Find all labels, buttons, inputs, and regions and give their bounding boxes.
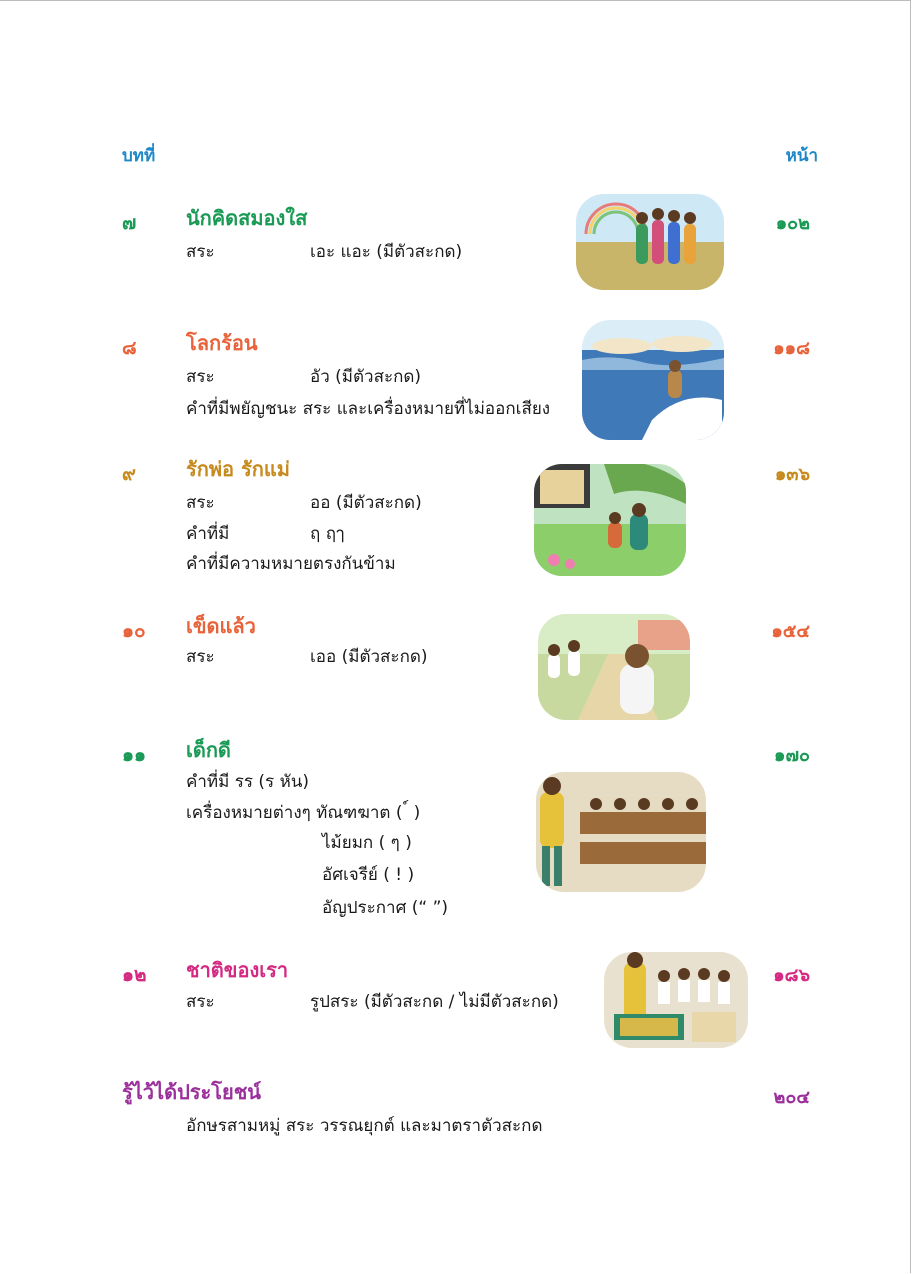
chapter-number: ๑๐ <box>122 620 146 642</box>
topic-label: สระ <box>186 647 215 667</box>
chapter-column-header: บทที่ <box>122 146 156 166</box>
topic-detail: รูปสระ (มีตัวสะกด / ไม่มีตัวสะกด) <box>310 992 559 1012</box>
melting-ice-illustration <box>582 320 724 440</box>
chapter-title[interactable]: เข็ดแล้ว <box>186 614 256 638</box>
appendix-title[interactable]: รู้ไว้ได้ประโยชน์ <box>122 1080 261 1104</box>
chapter-number: ๙ <box>122 463 136 485</box>
topic-detail: อัญประกาศ (“ ”) <box>322 898 449 918</box>
topic-label: สระ <box>186 242 215 262</box>
chapter-page[interactable]: ๑๗๐ <box>774 745 810 766</box>
topic-line: คำที่มีความหมายตรงกันข้าม <box>186 554 396 574</box>
chapter-number: ๑๑ <box>122 744 147 766</box>
appendix-page[interactable]: ๒๐๔ <box>773 1087 810 1108</box>
topic-detail: เออ (มีตัวสะกด) <box>310 647 428 667</box>
chapter-title[interactable]: โลกร้อน <box>186 331 258 355</box>
topic-label: สระ <box>186 367 215 387</box>
topic-detail: เอะ แอะ (มีตัวสะกด) <box>310 242 463 262</box>
children-rainbow-illustration <box>576 194 724 290</box>
topic-detail: อัว (มีตัวสะกด) <box>310 367 422 387</box>
topic-detail: ไม้ยมก ( ๆ ) <box>322 833 412 853</box>
topic-detail: ฤ ฤๅ <box>310 524 345 544</box>
classroom-teacher-illustration <box>536 772 706 892</box>
family-garden-illustration <box>534 464 686 576</box>
topic-line: คำที่มีพยัญชนะ สระ และเครื่องหมายที่ไม่ออกเสียง <box>186 399 551 419</box>
topic-label: สระ <box>186 992 215 1012</box>
chapter-title[interactable]: ชาติของเรา <box>186 958 289 982</box>
topic-line: เครื่องหมายต่างๆ ทัณฑฆาต ( ์ ) <box>186 803 421 823</box>
topic-detail: ออ (มีตัวสะกด) <box>310 493 422 513</box>
chapter-title[interactable]: เด็กดี <box>186 738 231 762</box>
topic-detail: อัศเจรีย์ ( ! ) <box>322 865 415 885</box>
chapter-number: ๗ <box>122 212 137 234</box>
topic-label: สระ <box>186 493 215 513</box>
chapter-number: ๑๒ <box>122 964 147 986</box>
page-column-header: หน้า <box>785 146 818 166</box>
topic-label: คำที่มี <box>186 524 230 544</box>
chapter-title[interactable]: รักพ่อ รักแม่ <box>186 457 290 481</box>
chapter-page[interactable]: ๑๑๘ <box>773 338 810 359</box>
chapter-page[interactable]: ๑๘๖ <box>773 965 810 986</box>
appendix-line: อักษรสามหมู่ สระ วรรณยุกต์ และมาตราตัวสะกด <box>186 1116 543 1136</box>
chapter-title[interactable]: นักคิดสมองใส <box>186 206 308 230</box>
topic-line: คำที่มี รร (ร หัน) <box>186 772 310 792</box>
chapter-number: ๘ <box>122 337 137 359</box>
schoolyard-children-illustration <box>538 614 690 720</box>
chapter-page[interactable]: ๑๕๔ <box>771 621 810 642</box>
chapter-page[interactable]: ๑๐๒ <box>775 213 810 234</box>
chapter-page[interactable]: ๑๓๖ <box>774 464 810 485</box>
students-map-illustration <box>604 952 748 1048</box>
